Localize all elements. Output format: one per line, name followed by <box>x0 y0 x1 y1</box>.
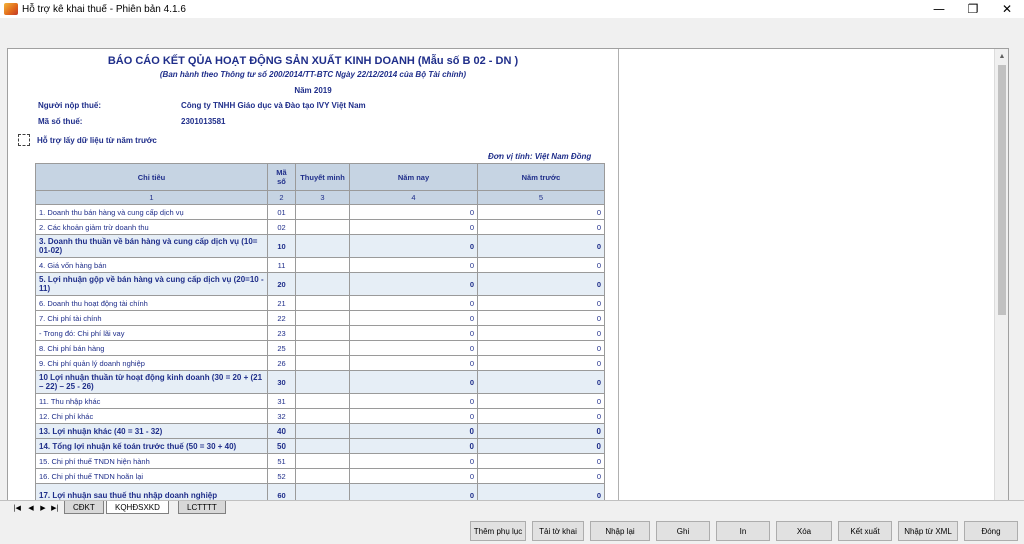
header-nam-nay: Năm nay <box>350 164 478 191</box>
app-logo-icon <box>4 3 18 15</box>
row-note-cell[interactable] <box>296 235 350 258</box>
currency-unit: Đơn vị tính: Việt Nam Đồng <box>488 152 592 161</box>
table-header-row <box>36 164 605 191</box>
table-row <box>36 394 605 409</box>
row-label: 10 Lợi nhuận thuần từ hoạt động kinh doanh (30 = 20 + (21 – 22) – 25 - 26) <box>36 371 268 394</box>
import-xml-button[interactable]: Nhập từ XML <box>898 521 958 541</box>
col-number: 4 <box>350 191 478 205</box>
window-controls <box>922 0 1024 18</box>
row-previous-year-cell[interactable]: 0 <box>478 273 605 296</box>
table-row <box>36 424 605 439</box>
pane-splitter[interactable] <box>618 49 619 518</box>
restore-icon[interactable]: ❐ <box>967 2 979 16</box>
add-appendix-button[interactable]: Thêm phụ lục <box>470 521 526 541</box>
row-previous-year-cell[interactable]: 0 <box>478 296 605 311</box>
row-label: 14. Tổng lợi nhuận kế toán trước thuế (50 = 30 + 40) <box>36 439 268 454</box>
row-current-year-cell[interactable]: 0 <box>350 205 478 220</box>
taxpayer-value: Công ty TNHH Giáo dục và Đào tạo IVY Việt Nam <box>181 101 366 110</box>
row-code: 32 <box>268 409 296 424</box>
row-current-year-cell[interactable]: 0 <box>350 341 478 356</box>
col-number: 3 <box>296 191 350 205</box>
row-note-cell[interactable] <box>296 326 350 341</box>
row-label: 16. Chi phí thuế TNDN hoãn lại <box>36 469 268 484</box>
row-code: 26 <box>268 356 296 371</box>
table-row <box>36 273 605 296</box>
print-button[interactable]: In <box>716 521 770 541</box>
header-nam-truoc: Năm trước <box>478 164 605 191</box>
table-row <box>36 341 605 356</box>
row-current-year-cell[interactable]: 0 <box>350 371 478 394</box>
row-code: 25 <box>268 341 296 356</box>
row-note-cell[interactable] <box>296 409 350 424</box>
row-current-year-cell[interactable]: 0 <box>350 296 478 311</box>
table-row <box>36 326 605 341</box>
window-title: Hỗ trợ kê khai thuế - Phiên bản 4.1.6 <box>22 3 186 15</box>
report-subtitle: (Ban hành theo Thông tư số 200/2014/TT-BTC Ngày 22/12/2014 của Bộ Tài chính) <box>159 70 467 79</box>
table-row <box>36 409 605 424</box>
table-row <box>36 205 605 220</box>
delete-button[interactable]: Xóa <box>776 521 832 541</box>
row-current-year-cell[interactable]: 0 <box>350 356 478 371</box>
next-sheet-icon[interactable]: ▶ <box>40 504 46 512</box>
row-code: 10 <box>268 235 296 258</box>
row-current-year-cell[interactable]: 0 <box>350 220 478 235</box>
row-current-year-cell[interactable]: 0 <box>350 258 478 273</box>
row-label: 7. Chi phí tài chính <box>36 311 268 326</box>
row-code: 20 <box>268 273 296 296</box>
row-previous-year-cell[interactable]: 0 <box>478 439 605 454</box>
row-code: 51 <box>268 454 296 469</box>
income-statement-table <box>35 163 605 507</box>
taxcode-value: 2301013581 <box>181 117 226 126</box>
table-row <box>36 439 605 454</box>
col-number: 1 <box>36 191 268 205</box>
row-previous-year-cell[interactable]: 0 <box>478 258 605 273</box>
table-row <box>36 311 605 326</box>
first-sheet-icon[interactable]: |◀ <box>13 504 21 512</box>
row-note-cell[interactable] <box>296 469 350 484</box>
row-label: 13. Lợi nhuận khác (40 = 31 - 32) <box>36 424 268 439</box>
re-enter-button[interactable]: Nhập lại <box>590 521 650 541</box>
row-previous-year-cell[interactable]: 0 <box>478 341 605 356</box>
row-note-cell[interactable] <box>296 296 350 311</box>
column-number-row <box>36 191 605 205</box>
row-code: 31 <box>268 394 296 409</box>
row-note-cell[interactable] <box>296 454 350 469</box>
row-current-year-cell[interactable]: 0 <box>350 326 478 341</box>
row-previous-year-cell[interactable]: 0 <box>478 409 605 424</box>
row-code: 11 <box>268 258 296 273</box>
row-previous-year-cell[interactable]: 0 <box>478 394 605 409</box>
save-button[interactable]: Ghi <box>656 521 710 541</box>
table-row <box>36 371 605 394</box>
row-label: 8. Chi phí bán hàng <box>36 341 268 356</box>
row-label: 11. Thu nhập khác <box>36 394 268 409</box>
row-label: 6. Doanh thu hoạt động tài chính <box>36 296 268 311</box>
tab-kqhdsxkd[interactable]: KQHĐSXKD <box>106 501 169 514</box>
table-row <box>36 220 605 235</box>
report-sheet <box>7 48 1009 518</box>
row-current-year-cell[interactable]: 0 <box>350 454 478 469</box>
row-label: 9. Chi phí quản lý doanh nghiệp <box>36 356 268 371</box>
row-previous-year-cell[interactable]: 0 <box>478 326 605 341</box>
header-thuyet-minh: Thuyết minh <box>296 164 350 191</box>
prev-sheet-icon[interactable]: ◀ <box>28 504 34 512</box>
col-number: 5 <box>478 191 605 205</box>
row-current-year-cell[interactable]: 0 <box>350 273 478 296</box>
row-current-year-cell[interactable]: 0 <box>350 469 478 484</box>
close-button[interactable]: Đóng <box>964 521 1018 541</box>
row-current-year-cell[interactable]: 0 <box>350 235 478 258</box>
row-note-cell[interactable] <box>296 220 350 235</box>
table-row <box>36 258 605 273</box>
row-previous-year-cell[interactable]: 0 <box>478 235 605 258</box>
row-code: 21 <box>268 296 296 311</box>
row-current-year-cell[interactable]: 0 <box>350 311 478 326</box>
row-previous-year-cell[interactable]: 0 <box>478 371 605 394</box>
row-previous-year-cell[interactable]: 0 <box>478 484 605 507</box>
prior-year-checkbox-row[interactable] <box>18 134 157 146</box>
header-ma-so: Mã số <box>268 164 296 191</box>
scroll-up-icon[interactable]: ▲ <box>998 52 1006 60</box>
row-previous-year-cell[interactable]: 0 <box>478 356 605 371</box>
row-label: 4. Giá vốn hàng bán <box>36 258 268 273</box>
report-year: Năm 2019 <box>294 86 332 95</box>
table-row <box>36 454 605 469</box>
row-code: 30 <box>268 371 296 394</box>
vertical-scrollbar[interactable] <box>994 49 1008 518</box>
row-note-cell[interactable] <box>296 424 350 439</box>
export-button[interactable]: Kết xuất <box>838 521 892 541</box>
row-note-cell[interactable] <box>296 341 350 356</box>
table-row <box>36 296 605 311</box>
prior-year-checkbox[interactable] <box>18 134 30 146</box>
tab-cdkt[interactable]: CĐKT <box>64 501 104 514</box>
row-code: 52 <box>268 469 296 484</box>
title-bar <box>0 0 1024 18</box>
sheet-tab-bar <box>0 500 1024 514</box>
row-label: 17. Lợi nhuận sau thuế thu nhập doanh nghiệp <box>36 484 268 507</box>
row-label: 5. Lợi nhuận gộp về bán hàng và cung cấp dịch vụ (20=10 - 11) <box>36 273 268 296</box>
row-note-cell[interactable] <box>296 371 350 394</box>
table-row <box>36 469 605 484</box>
last-sheet-icon[interactable]: ▶| <box>51 504 59 512</box>
row-current-year-cell[interactable]: 0 <box>350 424 478 439</box>
row-label: 2. Các khoản giảm trừ doanh thu <box>36 220 268 235</box>
row-note-cell[interactable] <box>296 394 350 409</box>
load-declaration-button[interactable]: Tải tờ khai <box>532 521 584 541</box>
close-icon[interactable]: ✕ <box>1001 2 1013 16</box>
row-previous-year-cell[interactable]: 0 <box>478 220 605 235</box>
taxpayer-label: Người nộp thuế: <box>38 101 102 110</box>
row-note-cell[interactable] <box>296 205 350 220</box>
row-previous-year-cell[interactable]: 0 <box>478 311 605 326</box>
row-code: 50 <box>268 439 296 454</box>
row-current-year-cell[interactable]: 0 <box>350 439 478 454</box>
row-previous-year-cell[interactable]: 0 <box>478 469 605 484</box>
prior-year-checkbox-label: Hỗ trợ lấy dữ liệu từ năm trước <box>37 135 157 145</box>
tab-lctttt[interactable]: LCTTTT <box>178 501 226 514</box>
table-body <box>36 205 605 507</box>
row-note-cell[interactable] <box>296 311 350 326</box>
row-label: 1. Doanh thu bán hàng và cung cấp dịch vụ <box>36 205 268 220</box>
row-code: 23 <box>268 326 296 341</box>
row-code: 22 <box>268 311 296 326</box>
row-code: 40 <box>268 424 296 439</box>
row-current-year-cell[interactable]: 0 <box>350 484 478 507</box>
scroll-thumb[interactable] <box>998 65 1006 315</box>
header-chi-tieu: Chỉ tiêu <box>36 164 268 191</box>
bottom-toolbar <box>0 514 1024 544</box>
table-row <box>36 235 605 258</box>
table-row <box>36 356 605 371</box>
row-previous-year-cell[interactable]: 0 <box>478 205 605 220</box>
row-code: 02 <box>268 220 296 235</box>
row-previous-year-cell[interactable]: 0 <box>478 424 605 439</box>
row-current-year-cell[interactable]: 0 <box>350 394 478 409</box>
row-code: 01 <box>268 205 296 220</box>
minimize-icon[interactable]: — <box>933 2 945 16</box>
row-current-year-cell[interactable]: 0 <box>350 409 478 424</box>
row-note-cell[interactable] <box>296 356 350 371</box>
row-note-cell[interactable] <box>296 258 350 273</box>
taxcode-label: Mã số thuế: <box>38 117 83 126</box>
col-number: 2 <box>268 191 296 205</box>
report-title: BÁO CÁO KẾT QỦA HOẠT ĐỘNG SẢN XUẤT KINH DOANH (Mẫu số B 02 - DN ) <box>107 55 519 67</box>
row-code: 60 <box>268 484 296 507</box>
row-label: 15. Chi phí thuế TNDN hiện hành <box>36 454 268 469</box>
row-label: 12. Chi phí khác <box>36 409 268 424</box>
row-note-cell[interactable] <box>296 273 350 296</box>
row-label: 3. Doanh thu thuần về bán hàng và cung cấp dịch vụ (10= 01-02) <box>36 235 268 258</box>
row-previous-year-cell[interactable]: 0 <box>478 454 605 469</box>
row-label: - Trong đó: Chi phí lãi vay <box>36 326 268 341</box>
main-content <box>0 18 1024 518</box>
row-note-cell[interactable] <box>296 439 350 454</box>
